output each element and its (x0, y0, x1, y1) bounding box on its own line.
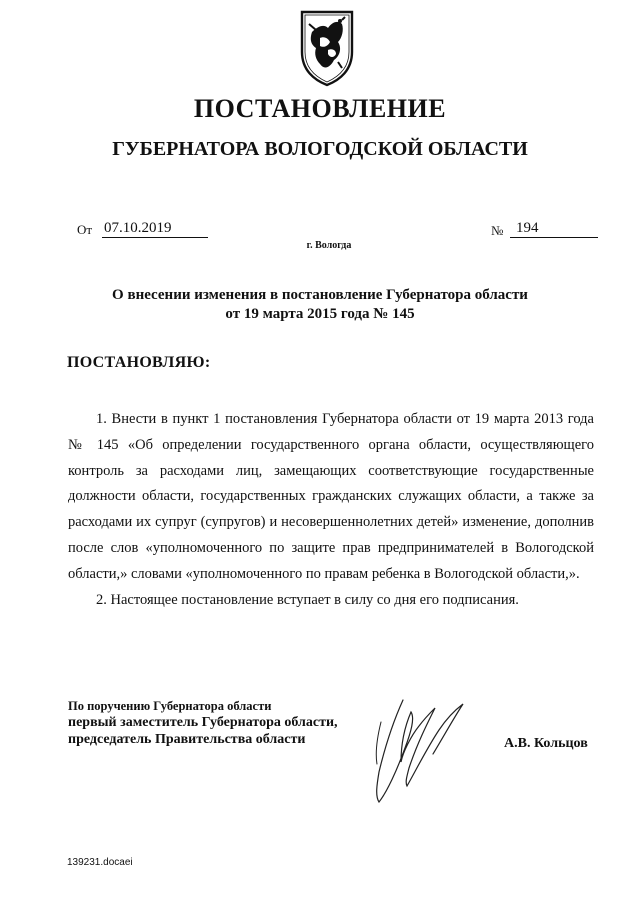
decree-word: ПОСТАНОВЛЯЮ: (67, 354, 211, 371)
number-label: № (491, 223, 504, 238)
document-subtitle: ГУБЕРНАТОРА ВОЛОГОДСКОЙ ОБЛАСТИ (112, 138, 528, 160)
paragraph-1: 1. Внести в пункт 1 постановления Губернатора области от 19 марта 2013 года № 145 «Об определении государственного органа области, осуществляющего контроль за расходами лиц, замещающих соответствующие государственные должности области, государственных гражданских служащих области, а также за расходами их супруг (супругов) и несовершеннолетних детей» изменение, дополнив после слов «уполномоченного по защите прав предпринимателей в Вологодской области,» словами «уполномоченного по правам ребенка в Вологодской области,». (68, 411, 594, 582)
handwritten-signature (355, 692, 470, 810)
document-body (68, 407, 594, 613)
date-label: От (77, 222, 93, 237)
document-title: ПОСТАНОВЛЕНИЕ (193, 94, 447, 123)
city-label: г. Вологда (306, 240, 352, 251)
signature-line-3: председатель Правительства области (68, 732, 306, 747)
signer-name: А.В. Кольцов (504, 736, 588, 751)
signature-block (68, 698, 338, 748)
paragraph-2: 2. Настоящее постановление вступает в силу со дня его подписания. (96, 591, 519, 608)
signature-line-2: первый заместитель Губернатора области, (68, 715, 338, 730)
document-date: 07.10.2019 (102, 219, 208, 238)
document-number: 194 (510, 219, 598, 238)
heading-line-1: О внесении изменения в постановление Губернатора области (112, 287, 528, 303)
heading-line-2: от 19 марта 2015 года № 145 (225, 306, 415, 322)
footer-filename: 139231.docaei (67, 857, 133, 868)
document-heading (60, 286, 580, 324)
signature-line-1: По поручению Губернатора области (68, 699, 272, 713)
coat-of-arms-icon (298, 8, 356, 88)
